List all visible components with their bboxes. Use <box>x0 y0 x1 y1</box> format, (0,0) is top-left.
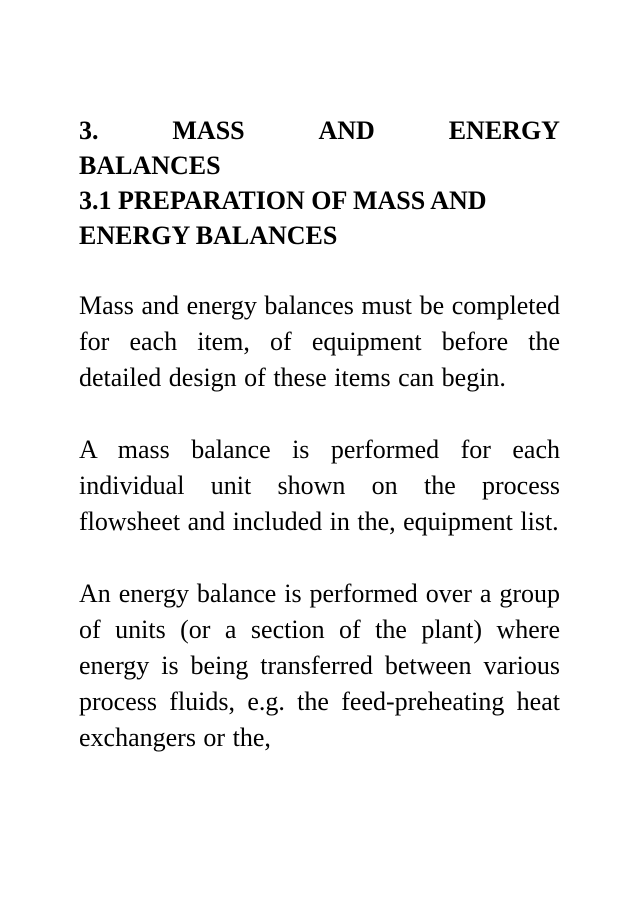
page-content <box>79 113 560 756</box>
paragraph-mass-energy-balances: Mass and energy balances must be completed for each item, of equipment before the detailed design of these items can begin. <box>79 291 560 392</box>
paragraph-energy-balance: An energy balance is performed over a group of units (or a section of the plant) where energy is being transferred between various process fluids, e.g. the feed-preheating heat exchangers or the, <box>79 579 560 752</box>
heading-word-and: AND <box>318 116 375 145</box>
section-heading-line-2: BALANCES <box>79 151 221 180</box>
subsection-heading-line-2: ENERGY BALANCES <box>79 221 338 250</box>
paragraph-mass-balance: A mass balance is performed for each individual unit shown on the process flowsheet and included in the, equipment list. <box>79 435 560 536</box>
heading-word-energy: ENERGY <box>448 116 560 145</box>
section-heading-line-1 <box>79 113 560 148</box>
section-heading <box>79 113 560 253</box>
subsection-heading-line-1: 3.1 PREPARATION OF MASS AND <box>79 186 487 215</box>
section-number: 3. <box>79 116 99 145</box>
heading-word-mass: MASS <box>172 116 245 145</box>
